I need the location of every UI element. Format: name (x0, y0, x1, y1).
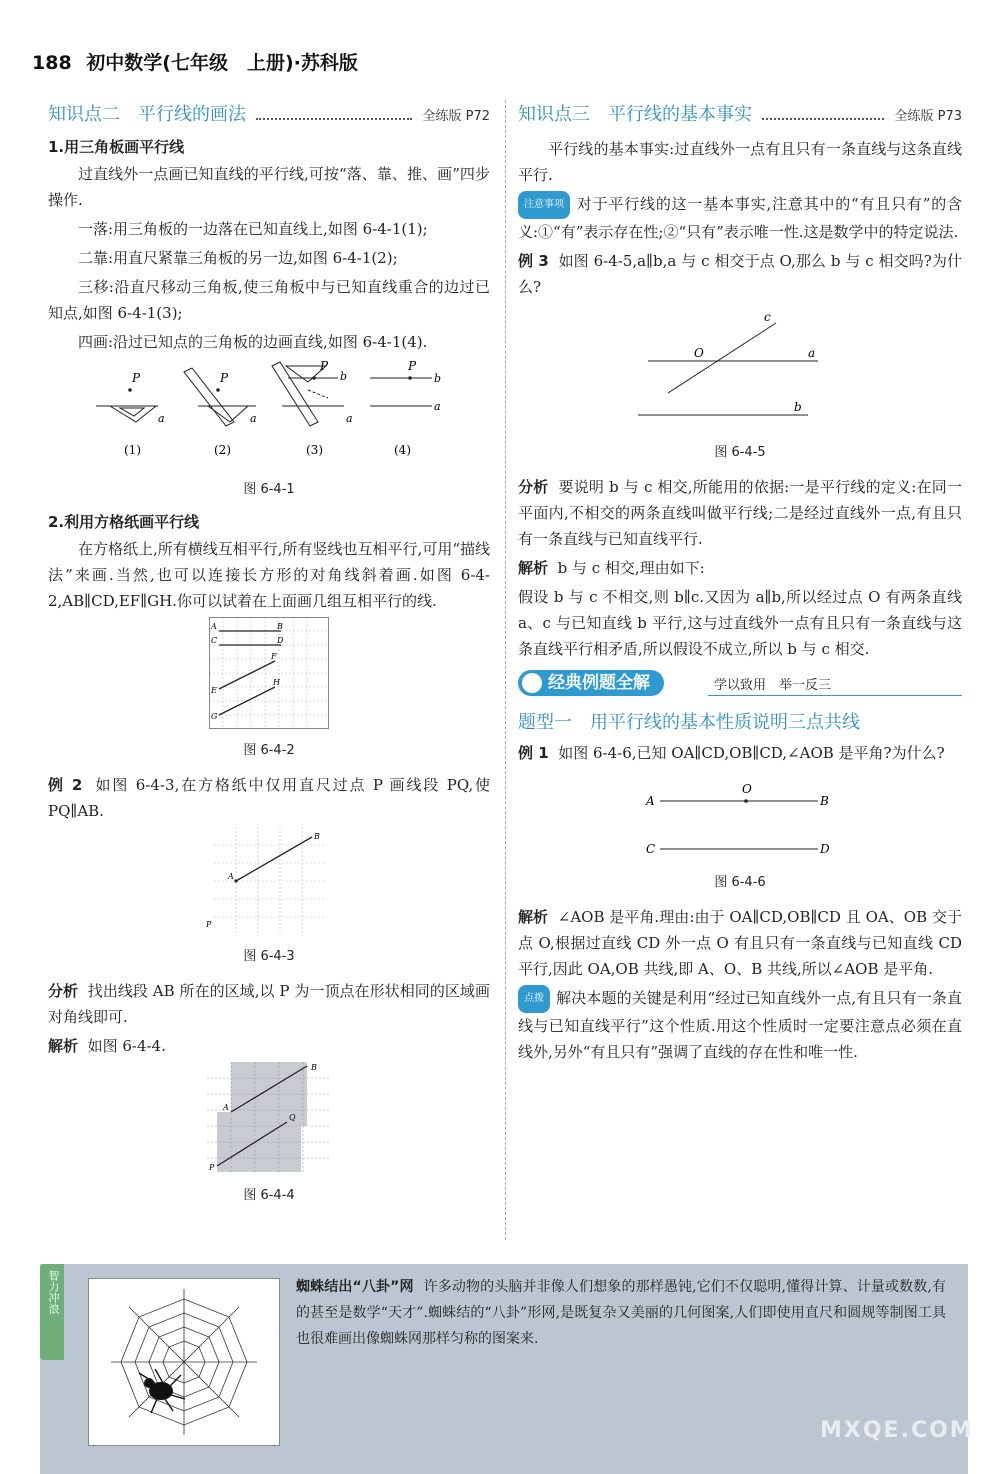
svg-text:A: A (646, 794, 655, 808)
svg-text:P: P (206, 920, 212, 929)
section-ref: 全练版 P73 (894, 109, 962, 124)
caption-6-4-5: 图 6-4-5 (714, 445, 766, 460)
svg-text:C: C (211, 636, 218, 645)
svg-text:b: b (340, 370, 348, 383)
page-header (32, 48, 358, 75)
example-label: 例 3 (518, 252, 549, 270)
svg-text:c: c (764, 310, 771, 324)
fig1-step3 (272, 359, 353, 426)
paragraph: 平行线的基本事实:过直线外一点有且只有一条直线与这条直线平行. (518, 140, 962, 184)
section-heading-2 (48, 100, 490, 126)
paragraph: 对于平行线的这一基本事实,注意其中的“有且只有”的含义:①“有”表示存在性;②“只有”表示唯一性.这是数学中的特定说法. (518, 195, 962, 241)
banner-slogan: 学以致用 举一反三 (714, 678, 832, 693)
svg-text:a: a (346, 412, 353, 425)
section-ref: 全练版 P72 (422, 109, 490, 124)
banner-title: 经典例题全解 (518, 670, 664, 696)
figure-6-4-6 (518, 769, 962, 861)
solution-text: ∠AOB 是平角.理由:由于 OA∥CD,OB∥CD 且 OA、OB 交于点 O,根据过直线 CD 外一点 O 有且只有一条直线与已知直线 CD 平行,因此 OA,OB 共线,即 A、O、B 共线,所以∠AOB 是平角. (518, 908, 962, 978)
svg-text:Q: Q (289, 1113, 296, 1122)
svg-text:a: a (434, 400, 441, 413)
spider-web-icon (89, 1279, 279, 1445)
svg-text:A: A (211, 622, 217, 631)
footer-title: 蜘蛛结出“八卦”网 (296, 1279, 414, 1295)
fig1-step2 (184, 368, 257, 426)
left-column (48, 100, 490, 1217)
subheading-2: 2.利用方格纸画平行线 (48, 513, 200, 531)
svg-text:F: F (271, 652, 277, 661)
problem-type-heading: 题型一 用平行线的基本性质说明三点共线 (518, 712, 860, 733)
tip-text: 解决本题的关键是利用“经过已知直线外一点,有且只有一条直线与已知直线平行”这个性质.用这个性质时一定要注意点必须在直线外,另外“有且只有”强调了直线的存在性和唯一性. (518, 989, 962, 1061)
footer-body: 许多动物的头脑并非像人们想象的那样愚钝,它们不仅聪明,懂得计算、计量或数数,有的甚至是数学“天才”.蜘蛛结的“八卦”形网,是既复杂又美丽的几何图案,人们即使用直尺和圆规等制图工具也很难画出像蜘蛛网那样匀称的图案来. (296, 1279, 946, 1347)
leader-dots (762, 110, 884, 120)
solution-text: 如图 6-4-4. (87, 1037, 166, 1055)
caption-6-4-2: 图 6-4-2 (243, 743, 295, 758)
footer-text-block (296, 1274, 946, 1352)
solution-label: 解析 (518, 908, 549, 926)
figure-6-4-3 (204, 827, 334, 935)
spider-web-illustration (88, 1278, 280, 1446)
right-column (518, 100, 962, 1068)
figure-6-4-1 (48, 358, 490, 468)
svg-text:B: B (820, 794, 829, 808)
analysis-text: 找出线段 AB 所在的区域,以 P 为一顶点在形状相同的区域画对角线即可. (48, 982, 490, 1026)
caption-6-4-6: 图 6-4-6 (714, 875, 766, 890)
svg-text:G: G (211, 712, 218, 721)
solution-detail: 假设 b 与 c 不相交,则 b∥c.又因为 a∥b,所以经过点 O 有两条直线 a、c 与已知直线 b 平行,这与过直线外一点有且只有一条直线与这条直线平行相矛盾,所以假设不成立,所以 b 与 c 相交. (518, 588, 962, 658)
svg-text:P: P (220, 371, 229, 385)
fig1-step4 (370, 359, 441, 413)
analysis-label: 分析 (518, 478, 549, 496)
example-text: 如图 6-4-6,已知 OA∥CD,OB∥CD,∠AOB 是平角?为什么? (558, 744, 945, 762)
fig1-label-3: (3) (306, 443, 323, 457)
example-label: 例 1 (518, 744, 549, 762)
svg-text:P: P (320, 359, 329, 373)
caption-6-4-3: 图 6-4-3 (243, 949, 295, 964)
paragraph: 在方格纸上,所有横线互相平行,所有竖线也互相平行,可用“描线法”来画.当然,也可以连接长方形的对角线斜着画.如图 6-4-2,AB∥CD,EF∥GH.你可以试着在上面画几组互相平行的线. (48, 540, 490, 610)
svg-text:C: C (646, 842, 656, 856)
fig1-step1 (96, 371, 165, 425)
svg-text:b: b (794, 400, 802, 414)
paragraph: 一落:用三角板的一边落在已知直线上,如图 6-4-1(1); (78, 220, 428, 238)
solution-label: 解析 (48, 1037, 79, 1055)
example-label: 例 2 (48, 776, 83, 794)
footer-side-label: 智力冲浪 (40, 1264, 64, 1360)
banner-icon (522, 673, 542, 693)
subheading-1: 1.用三角板画平行线 (48, 138, 185, 156)
solution-label: 解析 (518, 559, 549, 577)
svg-text:P: P (209, 1163, 215, 1172)
analysis-text: 要说明 b 与 c 相交,所能用的依据:一是平行线的定义:在同一平面内,不相交的两条直线叫做平行线;二是经过直线外一点,有且只有一条直线与已知直线平行. (518, 478, 962, 548)
label-P: P (132, 371, 141, 385)
paragraph: 三移:沿直尺移动三角板,使三角板中与已知直线重合的边过已知点,如图 6-4-1(3); (48, 278, 490, 322)
svg-text:a: a (808, 346, 816, 360)
svg-text:O: O (694, 346, 704, 360)
fig1-label-2: (2) (214, 443, 231, 457)
section-heading-3 (518, 100, 962, 126)
section-title: 知识点三 平行线的基本事实 (518, 104, 752, 125)
paragraph: 过直线外一点画已知直线的平行线,可按“落、靠、推、画”四步操作. (48, 165, 490, 209)
example-text: 如图 6-4-5,a∥b,a 与 c 相交于点 O,那么 b 与 c 相交吗?为什么? (518, 252, 962, 296)
figure-6-4-5 (518, 303, 962, 431)
figure-6-4-2 (209, 617, 329, 729)
svg-text:B: B (277, 622, 283, 631)
svg-text:D: D (277, 636, 284, 645)
book-title: 初中数学(七年级 上册)·苏科版 (86, 52, 358, 74)
watermark: MXQE.COM (820, 1418, 974, 1443)
banner-rule (708, 695, 962, 696)
svg-text:O: O (742, 782, 752, 796)
solution-text: b 与 c 相交,理由如下: (557, 559, 705, 577)
page-number: 188 (32, 52, 72, 74)
svg-text:a: a (250, 412, 257, 425)
caption-6-4-1: 图 6-4-1 (243, 482, 295, 497)
note-tag: 注意事项 (518, 191, 570, 219)
paragraph: 四画:沿过已知点的三角板的边画直线,如图 6-4-1(4). (78, 333, 428, 351)
fig1-label-1: (1) (124, 443, 141, 457)
section-title: 知识点二 平行线的画法 (48, 104, 246, 125)
svg-text:H: H (273, 678, 280, 687)
example-text: 如图 6-4-3,在方格纸中仅用直尺过点 P 画线段 PQ,使 PQ∥AB. (48, 776, 490, 820)
analysis-label: 分析 (48, 982, 79, 1000)
svg-text:P: P (408, 359, 417, 373)
leader-dots (256, 110, 412, 120)
svg-text:D: D (820, 842, 830, 856)
svg-text:A: A (223, 1103, 229, 1112)
svg-text:B: B (311, 1063, 317, 1072)
svg-text:B: B (314, 832, 320, 841)
tip-tag: 点拨 (518, 985, 550, 1013)
fig1-label-4: (4) (394, 443, 411, 457)
section-banner (518, 670, 962, 698)
paragraph: 二靠:用直尺紧靠三角板的另一边,如图 6-4-1(2); (78, 249, 398, 267)
figure-6-4-4 (207, 1062, 331, 1174)
svg-text:b: b (434, 372, 442, 385)
caption-6-4-4: 图 6-4-4 (243, 1188, 295, 1203)
svg-text:A: A (228, 872, 234, 881)
svg-text:a: a (158, 412, 165, 425)
svg-text:E: E (211, 686, 217, 695)
column-divider (505, 100, 506, 1240)
